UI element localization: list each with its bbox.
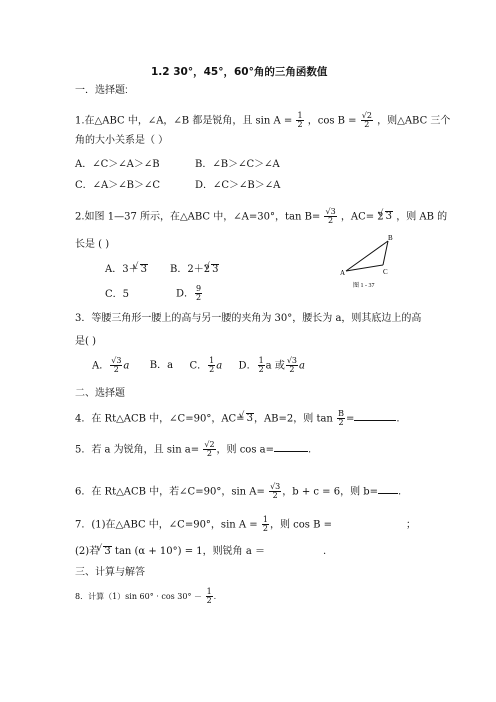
question-3-line-2: 是( ) <box>75 336 96 347</box>
question-6: 6．在 Rt△ACB 中，若∠C=90°，sin A= $\frac{√3}{2}$ ，b + c = 6，则 b= . <box>75 482 402 501</box>
section-heading-fill: 二、选择题 <box>75 388 125 399</box>
question-8: 8．计算（1）sin 60° · cos 30° － $\frac{1}{2}$ . <box>75 587 217 606</box>
q2-option-b: B．2＋2√ 3 <box>170 264 219 275</box>
q1-option-b: B．∠B＞∠C＞∠A <box>195 159 280 170</box>
q2-stem-c: ，则 AB 的 <box>396 211 448 223</box>
triangle-side-ac <box>346 265 383 271</box>
q1-option-a: A．∠C＞∠A＞∠B <box>75 159 160 170</box>
vertex-a-label: A <box>340 269 346 277</box>
q1-stem-a: 1.在△ABC 中，∠A，∠B 都是锐角，且 <box>75 115 253 127</box>
question-3-line-1: 3．等腰三角形一腰上的高与另一腰的夹角为 30°，腰长为 a，则其底边上的高 <box>75 313 422 324</box>
q3-options <box>92 357 305 375</box>
q1-fraction-half: $\frac{1}{2}$ <box>297 111 303 130</box>
q3-option-a: A． $\frac{√3}{2}$ a <box>92 356 130 375</box>
q2-option-c: C．5 <box>105 289 130 300</box>
question-4: 4．在 Rt△ACB 中，∠C=90°，AC=√ 3，AB=2，则 tan $\frac{B}{2}$ = . <box>75 410 400 428</box>
q1-option-d: D．∠C＞∠B＞∠A <box>195 180 281 191</box>
page-title: 1.2 30°，45°，60°角的三角函数值 <box>151 66 328 78</box>
q2-fraction: $\frac{√3}{2}$ <box>325 207 336 226</box>
section-heading-calc: 三、计算与解答 <box>75 567 145 578</box>
triangle-figure <box>338 234 418 294</box>
vertex-b-label: B <box>388 234 393 242</box>
question-1-line-1 <box>75 112 450 130</box>
q2-option-a: A．3＋√ 3 <box>105 264 148 275</box>
q2-option-d: D． $\frac{9}{2}$ <box>176 284 202 303</box>
vertex-c-label: C <box>383 268 388 276</box>
question-2-line-2: 长是 ( ) <box>75 239 110 250</box>
q6-answer-blank[interactable] <box>378 484 398 494</box>
figure-caption: 图 1 - 37 <box>353 283 375 289</box>
q2-radical: √ 3 <box>385 211 393 222</box>
q1-fraction-root2: $\frac{√2}{2}$ <box>361 111 372 130</box>
section-heading-choice: 一．选择题: <box>75 85 128 96</box>
question-2-line-1 <box>75 208 447 226</box>
q3-option-d: D． $\frac{1}{2}$ a 或 $\frac{√3}{2}$ a <box>238 356 305 375</box>
q2-stem-a: 2.如图 1—37 所示，在△ABC 中，∠A=30°，tan B= <box>75 211 321 223</box>
q1-sin-a: sin A = <box>255 115 293 127</box>
q1-cos-b: ，cos B = <box>307 115 357 127</box>
q3-option-c: C． $\frac{1}{2}$ a <box>189 356 223 375</box>
question-1-line-2: 角的大小关系是（ ） <box>75 135 169 146</box>
q5-answer-blank[interactable] <box>274 442 308 452</box>
q4-answer-blank[interactable] <box>354 411 396 421</box>
q3-option-b: B．a <box>149 360 174 372</box>
q2-stem-b: ，AC= 2 <box>340 211 384 223</box>
question-7-part-2: (2)若 √ 3 tan (α + 10°) = 1，则锐角 a ＝ . <box>75 546 326 557</box>
q1-stem-b: ，则△ABC 三个 <box>377 115 451 127</box>
q1-option-c: C．∠A＞∠B＞∠C <box>75 180 161 191</box>
question-7-part-1: 7．(1)在△ABC 中，∠C=90°，sin A = $\frac{1}{2}$ ，则 cos B = ； <box>75 515 416 534</box>
question-5: 5．若 a 为锐角，且 sin a= $\frac{√2}{2}$ ，则 cos a= . <box>75 440 312 459</box>
triangle-side-ab <box>346 241 388 271</box>
